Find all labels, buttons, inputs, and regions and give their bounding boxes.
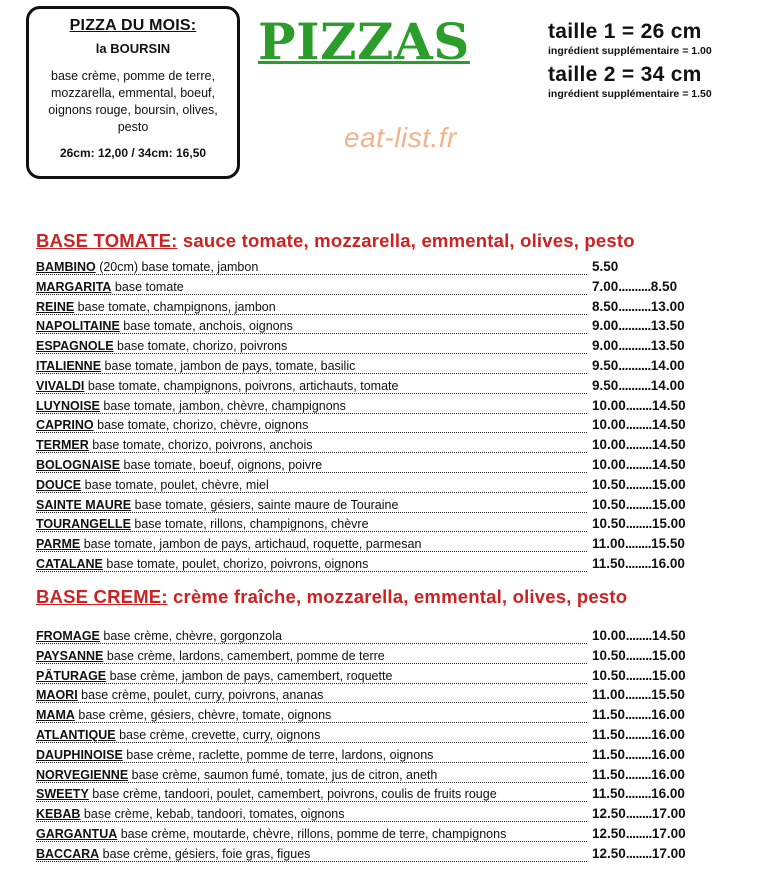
price-size-2: 14.50 xyxy=(651,437,686,453)
leader-dots xyxy=(36,643,587,644)
pizza-description: base tomate, jambon, chèvre, champignons xyxy=(99,398,346,413)
pizza-description: base tomate xyxy=(111,279,184,294)
price-size-2: 15.50 xyxy=(651,536,685,552)
pizza-description: base tomate, champignons, jambon xyxy=(74,299,276,314)
pizza-name: ITALIENNE xyxy=(36,358,102,373)
menu-item-text xyxy=(36,807,347,821)
leader-dots xyxy=(36,373,587,374)
pizza-description: base crème, lardons, camembert, pomme de terre xyxy=(103,648,385,663)
price-separator-dots: ........ xyxy=(625,687,652,703)
pizza-prices xyxy=(592,668,686,683)
size-2-extra: ingrédient supplémentaire = 1.50 xyxy=(548,88,712,100)
menu-item xyxy=(36,339,587,357)
menu-row xyxy=(36,786,716,806)
pizza-prices xyxy=(592,318,685,333)
pizza-of-the-month-name: la BOURSIN xyxy=(95,41,171,56)
price-size-2: 14.50 xyxy=(651,456,686,472)
menu-row xyxy=(36,417,716,437)
menu-item-text xyxy=(36,498,400,512)
price-size-2: 15.50 xyxy=(651,687,685,703)
price-size-1: 11.50 xyxy=(592,786,626,802)
price-size-1: 9.00 xyxy=(592,338,619,354)
price-size-1: 10.50 xyxy=(592,667,626,683)
pizza-name: DAUPHINOISE xyxy=(36,747,123,762)
pizza-prices xyxy=(592,259,618,274)
price-size-2: 16.00 xyxy=(651,746,685,762)
leader-dots xyxy=(36,702,587,703)
price-separator-dots: ........ xyxy=(625,456,652,472)
section-base-creme-desc: crème fraîche, mozzarella, emmental, olives, pesto xyxy=(167,586,628,607)
pizza-name: ATLANTIQUE xyxy=(36,727,116,742)
menu-item xyxy=(36,260,587,278)
pizza-prices xyxy=(592,497,686,512)
pizza-prices xyxy=(592,279,677,294)
menu-item xyxy=(36,399,587,417)
pizza-prices xyxy=(592,786,685,801)
menu-item xyxy=(36,498,587,516)
pizza-name: PÂTURAGE xyxy=(36,668,107,683)
price-size-1: 12.50 xyxy=(592,806,626,822)
pizza-prices xyxy=(592,338,685,353)
pizza-description: base crème, saumon fumé, tomate, jus de citron, aneth xyxy=(128,767,438,782)
price-separator-dots: ........ xyxy=(625,628,652,643)
price-size-1: 12.50 xyxy=(592,825,626,841)
menu-item-text xyxy=(36,649,387,663)
pizza-name: FROMAGE xyxy=(36,629,100,643)
price-separator-dots: .......... xyxy=(618,318,651,334)
price-separator-dots: ........ xyxy=(625,806,652,822)
price-separator-dots: .......... xyxy=(618,278,651,294)
pizza-name: REINE xyxy=(36,299,75,314)
price-size-2: 16.00 xyxy=(651,707,685,723)
pizza-description: base tomate, boeuf, oignons, poivre xyxy=(120,457,323,472)
price-size-1: 10.50 xyxy=(592,496,626,512)
pizza-prices xyxy=(592,846,686,861)
price-separator-dots: ........ xyxy=(625,437,652,453)
menu-item-text xyxy=(36,478,271,492)
price-size-1: 11.00 xyxy=(592,536,626,552)
pizza-prices xyxy=(592,417,686,432)
section-base-tomate-label: BASE TOMATE: xyxy=(36,230,178,251)
pizza-description: base crème, jambon de pays, camembert, roquette xyxy=(106,668,393,683)
section-base-tomate-heading xyxy=(36,230,635,252)
menu-item xyxy=(36,280,587,298)
pizza-description: base tomate, chorizo, poivrons, anchois xyxy=(88,438,313,453)
pizza-description: base tomate, gésiers, sainte maure de Touraine xyxy=(131,497,399,512)
price-size-1: 12.50 xyxy=(592,845,626,861)
menu-item-text xyxy=(36,399,348,413)
price-size-1: 10.00 xyxy=(592,417,626,433)
menu-row xyxy=(36,727,716,747)
menu-item-text xyxy=(36,418,310,432)
menu-row xyxy=(36,668,716,688)
pizza-prices xyxy=(592,299,685,314)
menu-item-text xyxy=(36,517,371,531)
pizza-name: PARME xyxy=(36,537,81,552)
pizza-name: SAINTE MAURE xyxy=(36,497,132,512)
price-size-2: 16.00 xyxy=(651,726,685,742)
price-separator-dots: ........ xyxy=(625,707,652,723)
menu-row xyxy=(36,516,716,536)
menu-item-text xyxy=(36,768,439,782)
pizza-prices xyxy=(592,398,686,413)
leader-dots xyxy=(36,742,587,743)
pizza-name: NORVEGIENNE xyxy=(36,767,129,782)
leader-dots xyxy=(36,722,587,723)
menu-item xyxy=(36,379,587,397)
price-size-2: 17.00 xyxy=(651,845,686,861)
menu-row xyxy=(36,556,716,576)
pizza-prices xyxy=(592,457,686,472)
price-size-2: 17.00 xyxy=(651,825,686,841)
size-info xyxy=(548,20,773,106)
pizza-name: VIVALDI xyxy=(36,378,85,393)
menu-row xyxy=(36,628,716,648)
pizza-description: base crème, chèvre, gorgonzola xyxy=(99,629,282,643)
pizza-prices xyxy=(592,648,686,663)
pizza-of-the-month-title: PIZZA DU MOIS: xyxy=(69,17,197,34)
price-separator-dots: ........ xyxy=(625,726,652,742)
section-base-tomate-desc: sauce tomate, mozzarella, emmental, olives, pesto xyxy=(177,230,635,251)
price-size-2: 16.00 xyxy=(651,786,685,802)
menu-item xyxy=(36,669,587,687)
pizza-name: CAPRINO xyxy=(36,418,94,433)
price-size-1: 9.50 xyxy=(592,357,619,373)
menu-row xyxy=(36,648,716,668)
section-base-creme-heading xyxy=(36,586,627,608)
menu-item-text xyxy=(36,319,295,333)
pizza-prices xyxy=(592,727,685,742)
leader-dots xyxy=(36,333,587,334)
price-separator-dots: ........ xyxy=(625,667,652,683)
menu-item xyxy=(36,748,587,766)
price-size-2: 14.50 xyxy=(651,397,686,413)
menu-row xyxy=(36,826,716,846)
menu-row xyxy=(36,477,716,497)
menu-item-text xyxy=(36,359,357,373)
price-size-1: 10.00 xyxy=(592,397,626,413)
pizza-name: TERMER xyxy=(36,438,89,453)
pizza-prices xyxy=(592,806,686,821)
menu-row xyxy=(36,687,716,707)
menu-item xyxy=(36,537,587,555)
pizza-description: base crème, gésiers, chèvre, tomate, oignons xyxy=(74,708,332,723)
size-1-extra: ingrédient supplémentaire = 1.00 xyxy=(548,45,712,57)
price-separator-dots: ........ xyxy=(625,647,652,663)
pizza-description: base tomate, anchois, oignons xyxy=(119,319,293,334)
pizza-name: DOUCE xyxy=(36,477,82,492)
page-title: PIZZAS xyxy=(258,12,470,71)
price-separator-dots: ........ xyxy=(625,845,652,861)
menu-item-text xyxy=(36,669,394,683)
price-separator-dots: ........ xyxy=(625,825,652,841)
price-separator-dots: .......... xyxy=(618,338,651,354)
pizza-name: TOURANGELLE xyxy=(36,517,131,532)
pizza-prices xyxy=(592,687,685,702)
pizza-description: base crème, tandoori, poulet, camembert, poivrons, coulis de fruits rouge xyxy=(88,787,497,802)
leader-dots xyxy=(36,432,587,433)
pizza-prices xyxy=(592,767,685,782)
pizza-name: BACCARA xyxy=(36,846,100,861)
menu-item-text xyxy=(36,537,423,551)
menu-item-text xyxy=(36,728,322,742)
pizza-prices xyxy=(592,707,685,722)
pizza-of-the-month-box xyxy=(26,6,240,179)
pizza-description: base crème, crevette, curry, oignons xyxy=(115,727,321,742)
price-separator-dots: ........ xyxy=(625,746,652,762)
section-base-creme-label: BASE CREME: xyxy=(36,586,168,607)
price-separator-dots: .......... xyxy=(618,377,651,393)
price-separator-dots: .......... xyxy=(618,357,651,373)
price-size-2: 14.50 xyxy=(651,417,686,433)
menu-item xyxy=(36,768,587,786)
price-size-2: 15.00 xyxy=(651,516,686,532)
price-size-1: 10.00 xyxy=(592,456,626,472)
pizza-name: MAMA xyxy=(36,708,75,723)
menu-item-text xyxy=(36,847,312,861)
menu-item-text xyxy=(36,688,325,702)
base-tomate-list xyxy=(36,259,716,576)
price-separator-dots: ........ xyxy=(625,786,652,802)
size-2: taille 2 = 34 cm xyxy=(548,63,702,86)
price-size-2: 14.50 xyxy=(651,628,686,643)
price-size-1: 10.50 xyxy=(592,476,626,492)
menu-item-text xyxy=(36,787,499,801)
pizza-name: BAMBINO xyxy=(36,260,96,274)
pizza-name: KEBAB xyxy=(36,807,81,822)
menu-item xyxy=(36,557,587,575)
leader-dots xyxy=(36,821,587,822)
pizza-prices xyxy=(592,747,685,762)
pizza-name: MARGARITA xyxy=(36,279,112,294)
menu-row xyxy=(36,747,716,767)
price-size-1: 5.50 xyxy=(592,259,619,274)
pizza-description: base tomate, jambon de pays, artichaud, roquette, parmesan xyxy=(80,537,422,552)
price-size-1: 9.00 xyxy=(592,318,619,334)
price-size-1: 10.00 xyxy=(592,628,626,643)
price-size-2: 8.50 xyxy=(650,278,678,294)
menu-item xyxy=(36,458,587,476)
price-size-1: 10.00 xyxy=(592,437,626,453)
menu-item xyxy=(36,517,587,535)
pizza-name: PAYSANNE xyxy=(36,648,104,663)
menu-item xyxy=(36,438,587,456)
price-separator-dots: .......... xyxy=(618,298,651,314)
pizza-name: MAORI xyxy=(36,688,78,703)
price-size-2: 13.00 xyxy=(650,298,685,314)
pizza-prices xyxy=(592,556,685,571)
menu-item xyxy=(36,827,587,845)
price-size-2: 14.00 xyxy=(650,357,685,373)
menu-item-text xyxy=(36,300,278,314)
leader-dots xyxy=(36,551,587,552)
price-size-1: 11.00 xyxy=(592,687,626,703)
price-separator-dots: ........ xyxy=(625,496,652,512)
menu-row xyxy=(36,398,716,418)
menu-item-text xyxy=(36,708,333,722)
pizza-name: GARGANTUA xyxy=(36,826,118,841)
menu-item xyxy=(36,787,587,805)
pizza-prices xyxy=(592,358,685,373)
menu-row xyxy=(36,767,716,787)
price-size-1: 11.50 xyxy=(592,766,626,782)
leader-dots xyxy=(36,353,587,354)
menu-row xyxy=(36,707,716,727)
leader-dots xyxy=(36,801,587,802)
price-size-2: 16.00 xyxy=(651,766,685,782)
price-size-2: 15.00 xyxy=(651,476,686,492)
price-size-2: 15.00 xyxy=(651,647,686,663)
menu-item xyxy=(36,418,587,436)
menu-item xyxy=(36,629,587,647)
leader-dots xyxy=(36,274,587,275)
price-separator-dots: ........ xyxy=(625,476,652,492)
pizza-description: base tomate, chorizo, poivrons xyxy=(113,339,288,354)
menu-item-text xyxy=(36,458,324,472)
menu-item xyxy=(36,708,587,726)
pizza-prices xyxy=(592,437,686,452)
price-size-1: 9.50 xyxy=(592,377,619,393)
price-separator-dots: ........ xyxy=(625,516,652,532)
pizza-name: LUYNOISE xyxy=(36,398,100,413)
pizza-of-the-month-description: base crème, pomme de terre, mozzarella, emmental, boeuf, oignons rouge, boursin, olives, pesto xyxy=(48,69,218,134)
price-size-2: 14.00 xyxy=(650,377,685,393)
menu-item xyxy=(36,300,587,318)
pizza-description: base crème, kebab, tandoori, tomates, oignons xyxy=(80,807,345,822)
menu-row xyxy=(36,259,716,279)
pizza-prices xyxy=(592,516,686,531)
price-size-1: 7.00 xyxy=(592,278,619,294)
pizza-name: SWEETY xyxy=(36,787,89,802)
menu-row xyxy=(36,378,716,398)
menu-item-text xyxy=(36,438,315,452)
menu-row xyxy=(36,497,716,517)
pizza-description: (20cm) base tomate, jambon xyxy=(95,260,259,274)
leader-dots xyxy=(36,472,587,473)
menu-row xyxy=(36,536,716,556)
pizza-name: BOLOGNAISE xyxy=(36,457,121,472)
menu-row xyxy=(36,279,716,299)
pizza-description: base tomate, rillons, champignons, chèvre xyxy=(130,517,369,532)
leader-dots xyxy=(36,571,587,572)
price-size-1: 11.50 xyxy=(592,555,626,571)
size-1: taille 1 = 26 cm xyxy=(548,20,702,43)
pizza-name: NAPOLITAINE xyxy=(36,319,120,334)
price-separator-dots: ........ xyxy=(625,397,652,413)
pizza-description: base crème, poulet, curry, poivrons, ananas xyxy=(77,688,324,703)
menu-item xyxy=(36,807,587,825)
price-size-1: 11.50 xyxy=(592,726,626,742)
pizza-description: base tomate, poulet, chèvre, miel xyxy=(81,477,269,492)
pizza-description: base crème, raclette, pomme de terre, lardons, oignons xyxy=(122,747,434,762)
pizza-prices xyxy=(592,628,686,643)
price-size-1: 8.50 xyxy=(592,298,619,314)
menu-row xyxy=(36,358,716,378)
pizza-prices xyxy=(592,378,685,393)
price-size-2: 15.00 xyxy=(651,496,686,512)
price-separator-dots: ........ xyxy=(625,766,652,782)
menu-row xyxy=(36,806,716,826)
menu-item-text xyxy=(36,280,186,294)
price-size-2: 17.00 xyxy=(651,806,686,822)
menu-item-text xyxy=(36,629,284,643)
menu-item-text xyxy=(36,748,435,762)
menu-item xyxy=(36,728,587,746)
price-size-1: 11.50 xyxy=(592,746,626,762)
menu-item-text xyxy=(36,827,508,841)
menu-item-text xyxy=(36,557,370,571)
menu-item xyxy=(36,319,587,337)
menu-item-text xyxy=(36,260,260,274)
price-size-2: 13.50 xyxy=(650,338,685,354)
menu-item-text xyxy=(36,339,289,353)
menu-item xyxy=(36,359,587,377)
price-size-2: 15.00 xyxy=(651,667,686,683)
price-separator-dots: ........ xyxy=(625,536,652,552)
leader-dots xyxy=(36,452,587,453)
pizza-name: CATALANE xyxy=(36,556,103,571)
menu-row xyxy=(36,299,716,319)
pizza-prices xyxy=(592,477,686,492)
price-size-2: 16.00 xyxy=(651,555,685,571)
menu-row xyxy=(36,338,716,358)
pizza-prices xyxy=(592,826,686,841)
menu-row xyxy=(36,846,716,866)
menu-row xyxy=(36,457,716,477)
price-size-2: 13.50 xyxy=(650,318,685,334)
pizza-of-the-month-prices: 26cm: 12,00 / 34cm: 16,50 xyxy=(59,146,207,160)
pizza-prices xyxy=(592,536,685,551)
menu-item xyxy=(36,847,587,865)
pizza-name: ESPAGNOLE xyxy=(36,339,114,354)
price-separator-dots: ........ xyxy=(625,555,652,571)
pizza-description: base tomate, jambon de pays, tomate, basilic xyxy=(101,358,356,373)
menu-item xyxy=(36,649,587,667)
menu-item xyxy=(36,478,587,496)
menu-row xyxy=(36,318,716,338)
pizza-description: base crème, gésiers, foie gras, figues xyxy=(99,846,311,861)
menu-row xyxy=(36,437,716,457)
price-size-1: 11.50 xyxy=(592,707,626,723)
price-separator-dots: ........ xyxy=(625,417,652,433)
leader-dots xyxy=(36,531,587,532)
leader-dots xyxy=(36,841,587,842)
pizza-description: base crème, moutarde, chèvre, rillons, pomme de terre, champignons xyxy=(117,826,507,841)
watermark: eat-list.fr xyxy=(344,122,457,153)
base-creme-list xyxy=(36,628,716,866)
price-size-1: 10.50 xyxy=(592,647,626,663)
menu-item-text xyxy=(36,379,400,393)
pizza-description: base tomate, champignons, poivrons, artichauts, tomate xyxy=(84,378,399,393)
pizza-description: base tomate, poulet, chorizo, poivrons, oignons xyxy=(102,556,369,571)
price-size-1: 10.50 xyxy=(592,516,626,532)
menu-item xyxy=(36,688,587,706)
pizza-description: base tomate, chorizo, chèvre, oignons xyxy=(93,418,309,433)
